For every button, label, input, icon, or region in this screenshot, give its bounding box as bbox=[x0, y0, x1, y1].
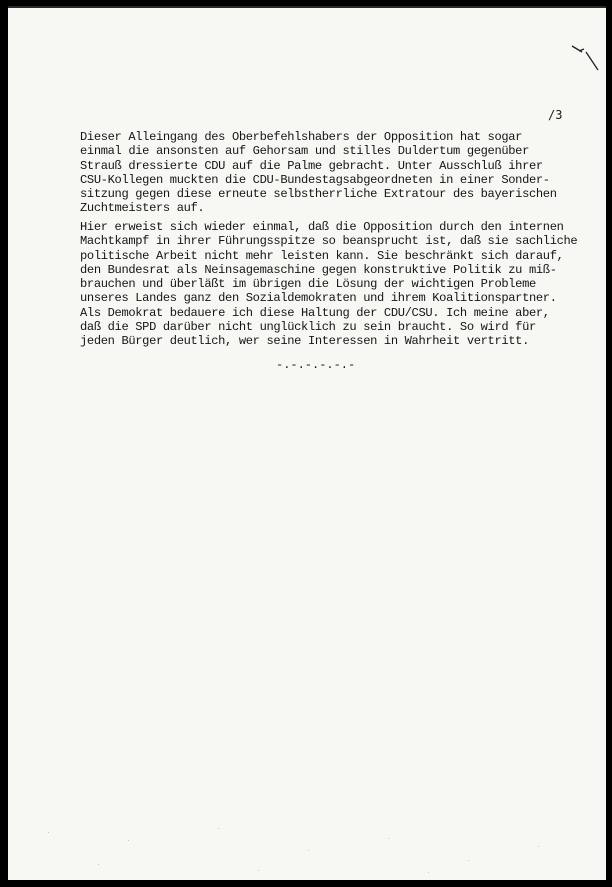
paragraph-line: CSU-Kollegen muckten die CDU-Bundestagsabgeordneten in einer Sonder- bbox=[80, 172, 550, 187]
paragraph-line: sitzung gegen diese erneute selbstherrliche Extratour des bayerischen bbox=[80, 187, 557, 202]
paragraph-line: Machtkampf in ihrer Führungsspitze so beansprucht ist, daß sie sachliche bbox=[80, 234, 578, 249]
paragraph-line: einmal die ansonsten auf Gehorsam und stilles Duldertum gegenüber bbox=[80, 144, 529, 159]
paragraph-line: jeden Bürger deutlich, wer seine Interessen in Wahrheit vertritt. bbox=[80, 334, 529, 349]
paragraph-line: Dieser Alleingang des Oberbefehlshabers der Opposition hat sogar bbox=[80, 130, 523, 144]
paragraph-1 bbox=[80, 130, 586, 216]
document-page bbox=[8, 6, 606, 880]
section-separator: -.-.-.-.-.- bbox=[276, 358, 356, 372]
paragraph-line: den Bundesrat als Neinsagemaschine gegen konstruktive Politik zu miß- bbox=[80, 262, 557, 277]
page-top-edge bbox=[8, 6, 606, 8]
corner-pen-mark bbox=[570, 40, 600, 74]
paragraph-line: Zuchtmeisters auf. bbox=[80, 201, 205, 216]
scan-speckle bbox=[8, 820, 606, 880]
paragraph-line: politische Arbeit nicht mehr leisten kann. Sie beschränkt sich darauf, bbox=[80, 248, 564, 263]
paragraph-line: unseres Landes ganz den Sozialdemokraten und ihrem Koalitionspartner. bbox=[80, 291, 557, 306]
paragraph-line: Als Demokrat bedauere ich diese Haltung der CDU/CSU. Ich meine aber, bbox=[80, 305, 550, 320]
paragraph-line: Hier erweist sich wieder einmal, daß die Opposition durch den internen bbox=[80, 220, 564, 234]
paragraph-2 bbox=[80, 220, 586, 349]
paragraph-line: Strauß dressierte CDU auf die Palme gebracht. Unter Ausschluß ihrer bbox=[80, 158, 543, 173]
paragraph-line: daß die SPD darüber nicht unglücklich zu sein braucht. So wird für bbox=[80, 320, 536, 335]
page-number: /3 bbox=[548, 108, 563, 122]
paragraph-line: brauchen und überläßt im übrigen die Lösung der wichtigen Probleme bbox=[80, 277, 536, 292]
